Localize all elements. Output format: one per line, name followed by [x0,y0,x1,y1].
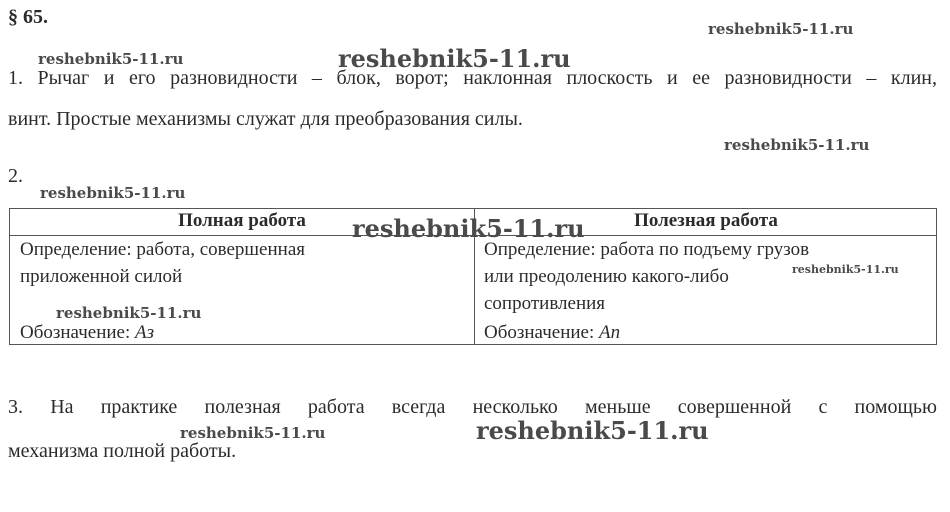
watermark: reshebnik5-11.ru [180,424,326,442]
item-1 [8,66,937,131]
full-work-definition-line-2: приложенной силой [20,266,183,287]
section-heading: § 65. [8,6,48,28]
item-1-line-1: 1. Рычаг и его разновидности – блок, ворот; наклонная плоскость и ее разновидности – клин, [8,67,937,89]
table-header-useful-work: Полезная работа [634,210,778,231]
useful-work-definition-line-1: Определение: работа по подъему грузов [484,239,810,260]
table-header-full-work: Полная работа [178,210,306,231]
watermark: reshebnik5-11.ru [56,304,202,322]
full-work-notation-label: Обозначение: [20,322,136,343]
watermark: reshebnik5-11.ru [792,263,899,276]
watermark: reshebnik5-11.ru [708,20,854,38]
watermark: reshebnik5-11.ru [724,136,870,154]
item-3 [8,395,937,463]
useful-work-notation-symbol: Aп [599,322,621,343]
useful-work-notation-label: Обозначение: [484,322,600,343]
watermark: reshebnik5-11.ru [476,416,709,445]
item-3-line-2: механизма полной работы. [8,440,237,462]
item-2-number: 2. [8,165,23,187]
watermark: reshebnik5-11.ru [38,50,184,68]
watermark: reshebnik5-11.ru [352,214,585,243]
item-1-line-2: винт. Простые механизмы служат для преобразования силы. [8,108,523,130]
full-work-definition-line-1: Определение: работа, совершенная [20,239,305,260]
full-work-notation [20,319,154,346]
watermark: reshebnik5-11.ru [338,44,571,73]
full-work-notation-symbol: Aз [135,322,155,343]
item-3-line-1: 3. На практике полезная работа всегда несколько меньше совершенной с помощью [8,396,937,418]
useful-work-definition-line-2: или преодолению какого-либо [484,266,729,287]
watermark: reshebnik5-11.ru [40,184,186,202]
useful-work-notation [484,319,620,346]
useful-work-definition-line-3: сопротивления [484,293,606,314]
full-work-definition [20,236,305,290]
useful-work-definition [484,236,809,317]
